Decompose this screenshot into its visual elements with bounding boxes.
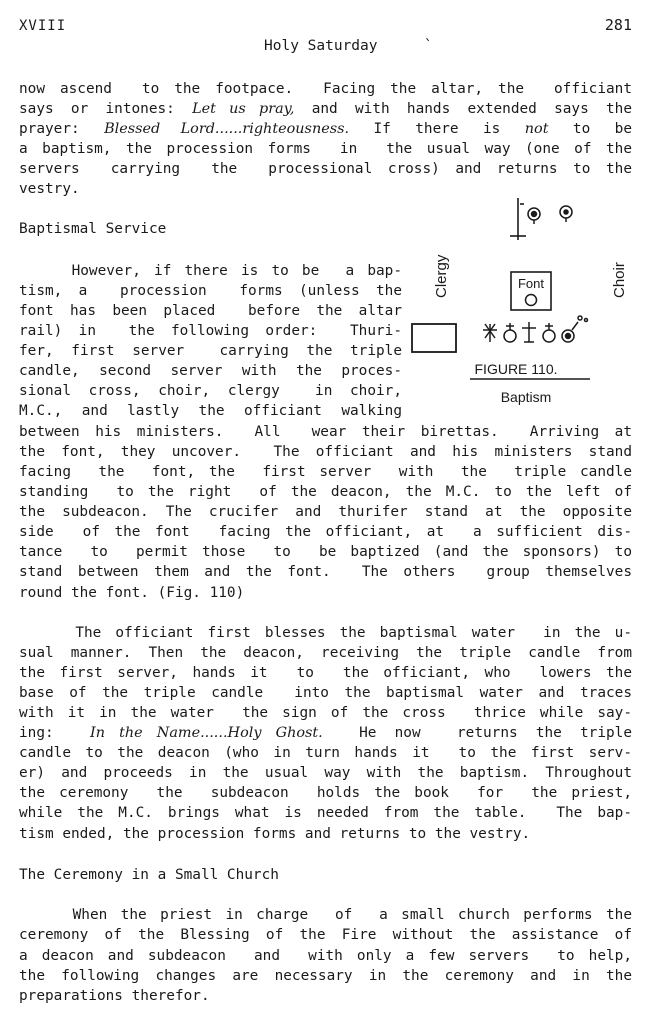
- figure-caption: FIGURE 110.: [474, 361, 558, 377]
- paragraph-line: The officiant first blesses the baptismal water in the u-: [19, 625, 632, 641]
- paragraph-line: vestry.: [19, 181, 80, 197]
- thurifer-icon: [560, 206, 572, 222]
- paragraph-line: a deacon and subdeacon and with only a few servers to help,: [19, 948, 632, 964]
- paragraph-line: candle, second server with the proces-: [19, 363, 402, 379]
- figure-subcaption: Baptism: [500, 389, 552, 405]
- figure-110-diagram: [410, 190, 640, 420]
- font-box: [511, 272, 551, 310]
- paragraph-line: ing: In the Name......Holy Ghost. He now returns the triple: [19, 725, 633, 741]
- paragraph-line: between his ministers. All wear their birettas. Arriving at: [19, 424, 632, 440]
- paragraph-line: prayer: Blessed Lord......righteousness. If there is not to be: [19, 121, 632, 137]
- subdeacon-icon: [543, 323, 555, 342]
- processional-cross-icon: [510, 198, 526, 240]
- paragraph-line: the ceremony the subdeacon holds the book for the priest,: [19, 785, 632, 801]
- mc-icon: [562, 316, 588, 342]
- paragraph-line: says or intones: Let us pray, and with hands extended says the: [19, 101, 632, 117]
- paragraph-line: tism, a procession forms (unless the: [19, 283, 402, 299]
- paragraph-line: preparations therefor.: [19, 988, 210, 1004]
- triple-candle-icon: [483, 324, 497, 342]
- paragraph-line: When the priest in charge of a small church performs the: [19, 907, 632, 923]
- figure-drawing: [410, 190, 640, 420]
- paragraph-line: font has been placed before the altar: [19, 303, 402, 319]
- paragraph-line: round the font. (Fig. 110): [19, 585, 245, 601]
- paragraph-line: tism ended, the procession forms and returns to the vestry.: [19, 826, 531, 842]
- paragraph-line: standing to the right of the deacon, the M.C. to the left of: [19, 484, 632, 500]
- paragraph-line: base of the triple candle into the baptismal water and traces: [19, 685, 632, 701]
- paragraph-line: M.C., and lastly the officiant walking: [19, 403, 402, 419]
- paragraph-line: facing the font, the first server with the triple candle: [19, 464, 632, 480]
- paragraph-line: stand between them and the font. The others group themselves: [19, 564, 632, 580]
- paragraph-line: fer, first server carrying the triple: [19, 343, 402, 359]
- italic-word: not: [524, 121, 549, 137]
- crucifer-icon: [528, 208, 540, 224]
- paragraph-line: side of the font facing the officiant, at a sufficient dis-: [19, 524, 632, 540]
- officiant-icon: [522, 322, 536, 342]
- paragraph-line: sional cross, choir, clergy in choir,: [19, 383, 402, 399]
- paragraph-line: the first server, hands it to the officiant, who lowers the: [19, 665, 632, 681]
- paragraph-line: the following changes are necessary in the ceremony and in the: [19, 968, 632, 984]
- choir-label: Choir: [611, 262, 628, 298]
- paragraph-line: the font, they uncover. The officiant and his ministers stand: [19, 444, 632, 460]
- section-heading: The Ceremony in a Small Church: [19, 867, 279, 883]
- paragraph-line: while the M.C. brings what is needed from the table. The bap-: [19, 805, 632, 821]
- paragraph-line: now ascend to the footpace. Facing the altar, the officiant: [19, 81, 632, 97]
- paragraph-line: servers carrying the processional cross) and returns to the: [19, 161, 632, 177]
- paragraph-line: the subdeacon. The crucifer and thurifer stand at the opposite: [19, 504, 632, 520]
- paragraph-line: with it in the water the sign of the cross thrice while say-: [19, 705, 632, 721]
- stray-mark: `: [424, 38, 433, 54]
- font-label: Font: [517, 276, 545, 291]
- paragraph-line: tance to permit those to be baptized (and the sponsors) to: [19, 544, 632, 560]
- italic-phrase: In the Name......Holy Ghost.: [90, 725, 323, 741]
- deacon-icon: [504, 323, 516, 342]
- italic-phrase: Blessed Lord......righteousness.: [104, 121, 350, 137]
- running-title: Holy Saturday: [264, 38, 378, 54]
- italic-phrase: Let us pray,: [192, 101, 295, 117]
- table-rectangle: [412, 324, 456, 352]
- paragraph-line: candle to the deacon (who in turn hands it to the first serv-: [19, 745, 632, 761]
- paragraph-line: a baptism, the procession forms in the usual way (one of the: [19, 141, 632, 157]
- page-number: 281: [604, 16, 632, 34]
- chapter-number: XVIII: [19, 18, 67, 34]
- paragraph-line: sual manner. Then the deacon, receiving the triple candle from: [19, 645, 632, 661]
- font-basin-icon: [526, 295, 537, 306]
- section-heading: Baptismal Service: [19, 221, 167, 237]
- paragraph-line: er) and proceeds in the usual way with the baptism. Throughout: [19, 765, 632, 781]
- clergy-label: Clergy: [433, 254, 450, 298]
- paragraph-line: rail) in the following order: Thuri-: [19, 323, 402, 339]
- paragraph-line: ceremony of the Blessing of the Fire without the assistance of: [19, 927, 632, 943]
- paragraph-line: However, if there is to be a bap-: [19, 263, 402, 279]
